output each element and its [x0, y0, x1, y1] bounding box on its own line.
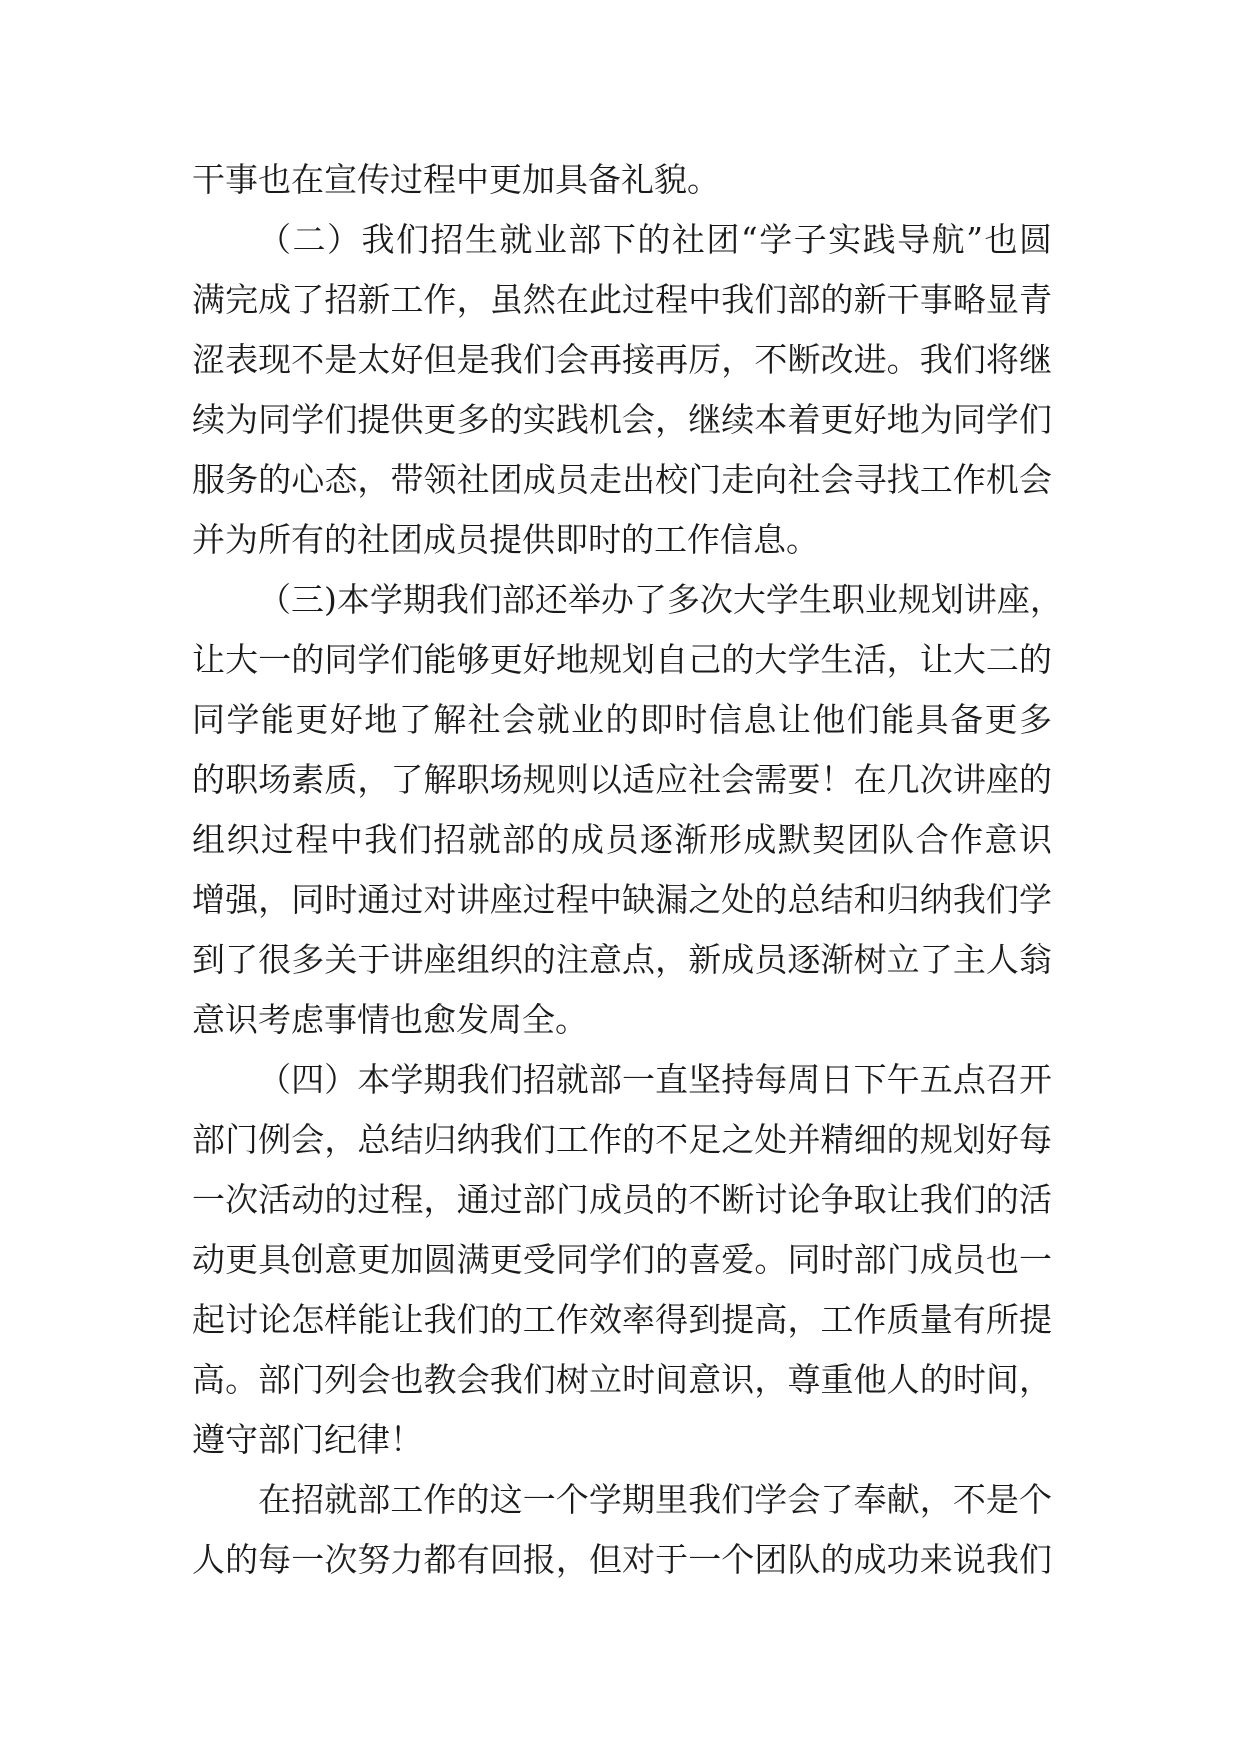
text-line: 起讨论怎样能让我们的工作效率得到提高，工作质量有所提 [192, 1300, 1052, 1339]
text-line: 同学能更好地了解社会就业的即时信息让他们能具备更多 [192, 700, 1052, 739]
text-line: 部门例会，总结归纳我们工作的不足之处并精细的规划好每 [192, 1120, 1052, 1159]
text-line: （二）我们招生就业部下的社团“学子实践导航”也圆 [258, 220, 1052, 259]
text-line: 动更具创意更加圆满更受同学们的喜爱。同时部门成员也一 [192, 1240, 1052, 1279]
text-line: 服务的心态，带领社团成员走出校门走向社会寻找工作机会 [192, 460, 1052, 499]
text-line: 意识考虑事情也愈发周全。 [192, 1000, 588, 1039]
text-line: 遵守部门纪律！ [192, 1420, 423, 1459]
text-line: 在招就部工作的这一个学期里我们学会了奉献，不是个 [258, 1480, 1052, 1519]
text-line: 让大一的同学们能够更好地规划自己的大学生活，让大二的 [192, 640, 1052, 679]
text-line: 组织过程中我们招就部的成员逐渐形成默契团队合作意识 [192, 820, 1052, 859]
text-line: 满完成了招新工作，虽然在此过程中我们部的新干事略显青 [192, 280, 1052, 319]
text-line: 增强，同时通过对讲座过程中缺漏之处的总结和归纳我们学 [192, 880, 1052, 919]
text-line: （四）本学期我们招就部一直坚持每周日下午五点召开 [258, 1060, 1052, 1099]
text-line: （三)本学期我们部还举办了多次大学生职业规划讲座， [258, 580, 1063, 619]
text-line: 涩表现不是太好但是我们会再接再厉，不断改进。我们将继 [192, 340, 1052, 379]
text-line: 人的每一次努力都有回报，但对于一个团队的成功来说我们 [192, 1540, 1052, 1579]
text-line: 到了很多关于讲座组织的注意点，新成员逐渐树立了主人翁 [192, 940, 1052, 979]
text-line: 的职场素质，了解职场规则以适应社会需要！在几次讲座的 [192, 760, 1052, 799]
text-line: 一次活动的过程，通过部门成员的不断讨论争取让我们的活 [192, 1180, 1052, 1219]
text-line: 高。部门列会也教会我们树立时间意识，尊重他人的时间， [192, 1360, 1052, 1399]
text-line: 续为同学们提供更多的实践机会，继续本着更好地为同学们 [192, 400, 1052, 439]
text-line: 并为所有的社团成员提供即时的工作信息。 [192, 520, 819, 559]
text-line: 干事也在宣传过程中更加具备礼貌。 [192, 160, 720, 199]
